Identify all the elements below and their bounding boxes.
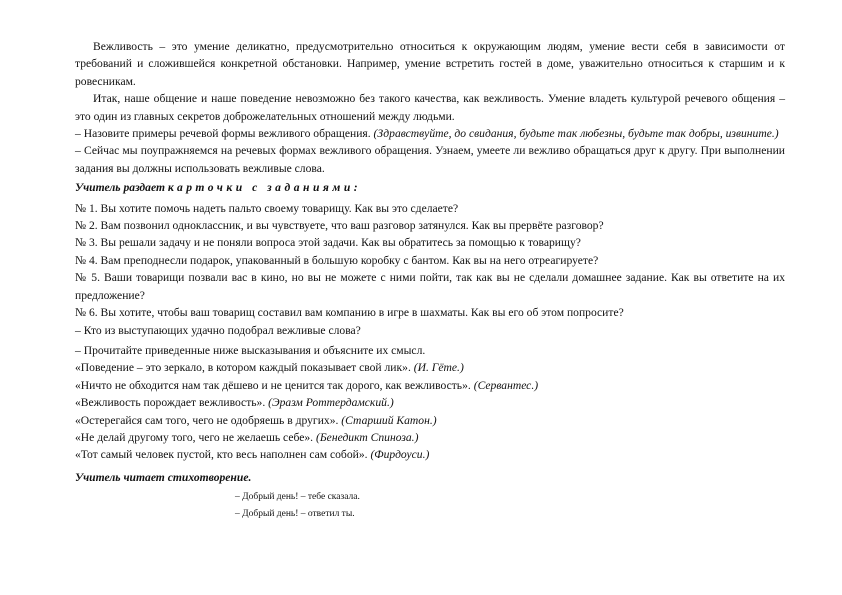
paragraph-examples-question <box>75 125 785 142</box>
task-item: № 2. Вам позвонил одноклассник, и вы чувствуете, что ваш разговор затянулся. Как вы прервёте разговор? <box>75 219 604 233</box>
examples-answer: (Здравствуйте, до свидания, будьте так любезны, будьте так добры, извините.) <box>373 127 779 141</box>
paragraph-definition: Вежливость – это умение деликатно, предусмотрительно относиться к окружающим людям, умение вести себя в зависимости от требований и сложившейся конкретной обстановки. Например, умение встретить гостей в доме, уважительно относиться к старшим и к ровесникам. <box>75 40 785 88</box>
quote-line <box>75 429 785 446</box>
question-line: – Кто из выступающих удачно подобрал вежливые слова? <box>75 323 361 337</box>
poem-line: – Добрый день! – ответил ты. <box>235 509 355 520</box>
task-item: № 1. Вы хотите помочь надеть пальто своему товарищу. Как вы это сделаете? <box>75 201 459 215</box>
teacher-cards-note-b: карточки с заданиями: <box>167 181 362 195</box>
quote-line <box>75 377 785 394</box>
quote-text: «Тот самый человек пустой, кто весь наполнен сам собой». <box>75 448 371 462</box>
quote-author: (Бенедикт Спиноза.) <box>315 430 419 444</box>
quote-line <box>75 446 785 463</box>
paragraph-exercise-intro: – Сейчас мы поупражняемся на речевых формах вежливого обращения. Узнаем, умеете ли вежливо обращаться друг к другу. При выполнении задания вы должны использовать вежливые слова. <box>75 144 785 175</box>
quote-author: (Эразм Роттердамский.) <box>268 396 394 410</box>
quote-author: (Сервантес.) <box>473 378 539 392</box>
quote-text: «Поведение – это зеркало, в котором каждый показывает свой лик». <box>75 361 414 375</box>
quote-line <box>75 359 785 376</box>
quote-text: «Вежливость порождает вежливость». <box>75 396 269 410</box>
teacher-cards-note <box>75 179 785 196</box>
quote-line <box>75 412 785 429</box>
teacher-cards-note-a: Учитель раздает <box>75 181 168 195</box>
document-page <box>75 38 785 523</box>
task-item: № 3. Вы решали задачу и не поняли вопроса этой задачи. Как вы обратитесь за помощью к товарищу? <box>75 236 581 250</box>
quote-text: «Не делай другому того, чего не желаешь себе». <box>75 430 316 444</box>
examples-question-text: – Назовите примеры речевой формы вежливого обращения. <box>75 127 374 141</box>
task-item: № 6. Вы хотите, чтобы ваш товарищ составил вам компанию в игре в шахматы. Как вы его об этом попросите? <box>75 306 624 320</box>
quote-author: (Старший Катон.) <box>341 413 437 427</box>
read-prompt: – Прочитайте приведенные ниже высказывания и объясните их смысл. <box>75 343 426 357</box>
quote-text: «Остерегайся сам того, чего не одобряешь в других». <box>75 413 342 427</box>
quote-author: (И. Гёте.) <box>413 361 464 375</box>
task-item: № 5. Ваши товарищи позвали вас в кино, но вы не можете с ними пойти, так как вы не сделали домашнее задание. Как вы ответите на их предложение? <box>75 271 785 302</box>
quote-text: «Ничто не обходится нам так дёшево и не ценится так дорого, как вежливость». <box>75 378 474 392</box>
poem-line: – Добрый день! – тебе сказала. <box>235 492 360 503</box>
poem <box>235 489 785 523</box>
paragraph-communication: Итак, наше общение и наше поведение невозможно без такого качества, как вежливость. Умение владеть культурой речевого общения – это один из главных секретов доброжелательных отношений между людьми. <box>75 92 785 123</box>
quote-author: (Фирдоуси.) <box>370 448 430 462</box>
task-item: № 4. Вам преподнесли подарок, упакованный в большую коробку с бантом. Как вы на него отреагируете? <box>75 253 599 267</box>
quote-line <box>75 394 785 411</box>
teacher-poem-note: Учитель читает стихотворение. <box>75 470 252 484</box>
